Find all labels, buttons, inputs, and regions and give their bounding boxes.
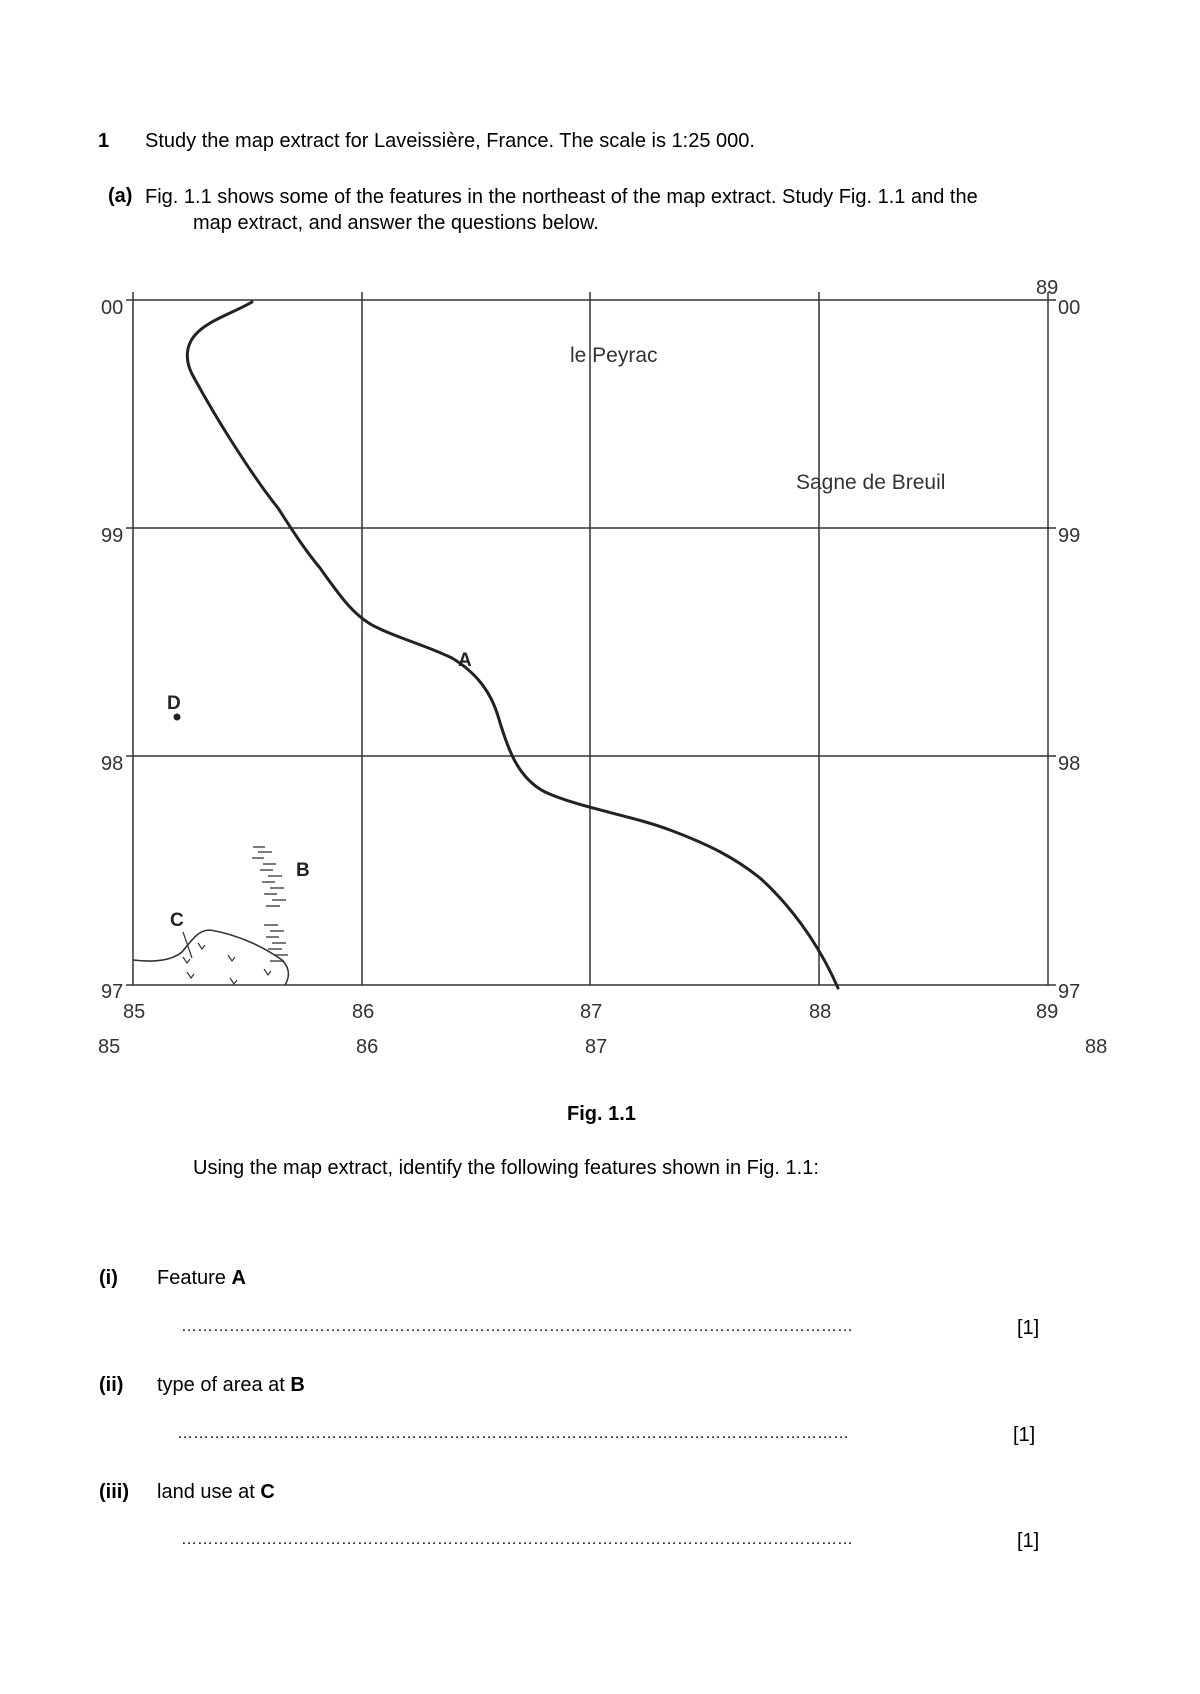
- northing-left-99: 99: [101, 525, 124, 547]
- area-c-symbols: [183, 943, 271, 984]
- easting-87: 87: [580, 1001, 603, 1023]
- northing-left-00: 00: [101, 297, 124, 319]
- area-c-outline: [133, 930, 288, 985]
- northing-left-97: 97: [101, 981, 124, 1003]
- sub-q-ii-bold: B: [290, 1374, 305, 1396]
- easting-89: 89: [1036, 1001, 1059, 1023]
- easting-86: 86: [352, 1001, 375, 1023]
- sub-q-iii-text: [157, 1481, 275, 1504]
- part-a-line1: Fig. 1.1 shows some of the features in the northeast of the map extract. Study Fig. 1.1 and the: [145, 186, 978, 208]
- easting-88: 88: [809, 1001, 832, 1023]
- outer-easting-87: 87: [585, 1036, 608, 1058]
- sub-q-iii-prompt: land use at: [157, 1481, 261, 1503]
- place-le-peyrac: le Peyrac: [570, 344, 658, 367]
- easting-85: 85: [123, 1001, 146, 1023]
- place-sagne-de-breuil: Sagne de Breuil: [796, 471, 946, 494]
- sub-q-i-label: (i): [99, 1267, 118, 1289]
- northing-right-99: 99: [1058, 525, 1081, 547]
- sub-q-iii-bold: C: [260, 1481, 275, 1503]
- figure-caption: Fig. 1.1: [567, 1103, 636, 1125]
- label-b: B: [296, 860, 310, 881]
- sub-q-i-bold: A: [231, 1267, 246, 1289]
- sub-q-iii-label: (iii): [99, 1481, 129, 1503]
- question-number: 1: [98, 130, 110, 152]
- part-a-line2: map extract, and answer the questions below.: [193, 212, 599, 234]
- easting-top-89: 89: [1036, 277, 1059, 299]
- outer-easting-86: 86: [356, 1036, 379, 1058]
- mark-ii: [1]: [1013, 1424, 1036, 1446]
- answer-dots-ii: ………………………………………………………………………………………………………………: [177, 1425, 849, 1442]
- northing-left-98: 98: [101, 753, 124, 775]
- sub-q-ii-text: [157, 1374, 305, 1397]
- northing-right-00: 00: [1058, 297, 1081, 319]
- sub-q-i-prompt: Feature: [157, 1267, 232, 1289]
- mark-i: [1]: [1017, 1317, 1040, 1339]
- sub-q-ii-prompt: type of area at: [157, 1374, 291, 1396]
- outer-easting-85: 85: [98, 1036, 121, 1058]
- northing-right-97: 97: [1058, 981, 1081, 1003]
- map-grid: [126, 292, 1056, 985]
- label-a: A: [458, 650, 472, 671]
- route-line: [187, 302, 838, 988]
- sub-q-i-text: [157, 1267, 246, 1290]
- point-d-dot: [174, 714, 181, 721]
- mark-iii: [1]: [1017, 1530, 1040, 1552]
- c-pointer: [183, 932, 192, 958]
- northing-right-98: 98: [1058, 753, 1081, 775]
- label-c: C: [170, 910, 184, 931]
- instruction-text: Using the map extract, identify the following features shown in Fig. 1.1:: [193, 1157, 819, 1179]
- marsh-symbols: [252, 847, 288, 961]
- answer-line-i[interactable]: [181, 1318, 1041, 1336]
- question-text: Study the map extract for Laveissière, France. The scale is 1:25 000.: [145, 130, 755, 152]
- answer-line-iii[interactable]: [181, 1531, 1041, 1549]
- label-d: D: [167, 693, 181, 714]
- sub-q-ii-label: (ii): [99, 1374, 124, 1396]
- answer-dots-iii: ………………………………………………………………………………………………………………: [181, 1531, 853, 1548]
- answer-line-ii[interactable]: [177, 1425, 1037, 1443]
- answer-dots-i: ………………………………………………………………………………………………………………: [181, 1318, 853, 1335]
- outer-easting-88: 88: [1085, 1036, 1108, 1058]
- part-a-label: (a): [108, 185, 133, 207]
